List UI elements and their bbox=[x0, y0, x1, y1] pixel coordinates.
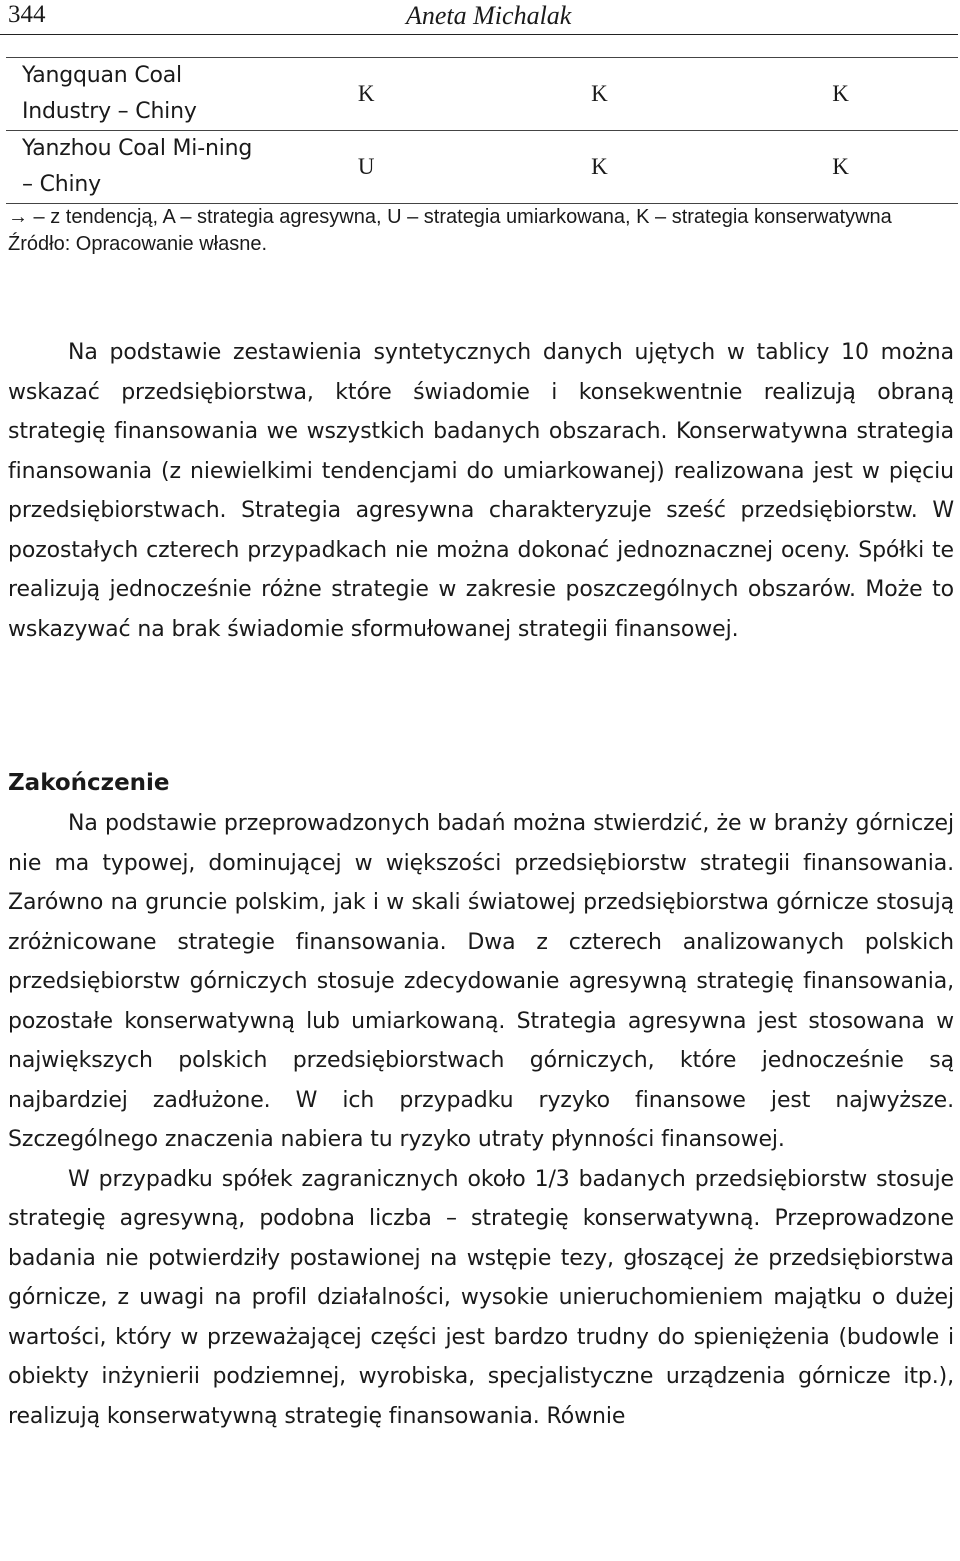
table-row bbox=[6, 131, 958, 204]
company-name-cell: Yanzhou Coal Mi-ning – Chiny bbox=[6, 131, 257, 204]
strategy-cell: U bbox=[257, 131, 476, 204]
table-source: Źródło: Opracowanie własne. bbox=[8, 233, 268, 255]
paragraph: Na podstawie przeprowadzonych badań można stwierdzić, że w branży górniczej nie ma typowej, dominującej w większości przedsiębiorstw strategii finansowania. Zarówno na gruncie polskim, jak i w skali światowej przedsiębiorstwa górnicze stosują zróżnicowane strategie finansowania. Dwa z czterech analizowanych polskich przedsiębiorstw górniczych stosuje zdecydowanie agresywną strategię finansowania, pozostałe konserwatywną lub umiarkowaną. Strategia agresywna jest stosowana w największych polskich przedsiębiorstwach górniczych, które jednocześnie są najbardziej zadłużone. W ich przypadku ryzyko finansowe jest najwyższe. Szczególnego znaczenia nabiera tu ryzyko utraty płynności finansowej. bbox=[8, 811, 954, 1152]
body-text-block bbox=[8, 333, 954, 649]
company-name-cell: Yangquan Coal Industry – Chiny bbox=[6, 58, 257, 131]
section-heading: Zakończenie bbox=[8, 770, 170, 796]
table-notes bbox=[8, 204, 954, 258]
strategy-cell: K bbox=[723, 131, 958, 204]
paragraph: W przypadku spółek zagranicznych około 1/3 badanych przedsiębiorstw stosuje strategię agresywną, podobna liczba – strategię konserwatywną. Przeprowadzone badania nie potwierdziły postawionej na wstępie tezy, głoszącej że przedsiębiorstwa górnicze, z uwagi na profil działalności, wysokie unieruchomieniem majątku o dużej wartości, który w przeważającej części jest bardzo trudny do spieniężenia (budowle i obiekty inżynierii podziemnej, wyrobiska, specjalistyczne urządzenia górnicze itp.), realizują konserwatywną strategię finansowania. Równie bbox=[8, 1166, 954, 1429]
strategy-cell: K bbox=[257, 58, 476, 131]
page-number: 344 bbox=[8, 1, 46, 28]
body-text-block-conclusion bbox=[8, 804, 954, 1436]
running-head-author: Aneta Michalak bbox=[406, 1, 572, 30]
table-row bbox=[6, 58, 958, 131]
strategy-cell: K bbox=[476, 131, 724, 204]
strategy-cell: K bbox=[476, 58, 724, 131]
strategy-table-fragment bbox=[6, 57, 958, 204]
table-legend: → – z tendencją, A – strategia agresywna, U – strategia umiarkowana, K – strategia konserwatywna bbox=[8, 206, 892, 228]
paragraph: Na podstawie zestawienia syntetycznych danych ujętych w tablicy 10 można wskazać przedsiębiorstwa, które świadomie i konsekwentnie realizują obraną strategię finansowania we wszystkich badanych obszarach. Konserwatywna strategia finansowania (z niewielkimi tendencjami do umiarkowanej) realizowana jest w pięciu przedsiębiorstwach. Strategia agresywna charakteryzuje sześć przedsiębiorstw. W pozostałych czterech przypadkach nie można dokonać jednoznacznej oceny. Spółki te realizują jednocześnie różne strategie w zakresie poszczególnych obszarów. Może to wskazywać na brak świadomie sformułowanej strategii finansowej. bbox=[8, 340, 954, 642]
strategy-cell: K bbox=[723, 58, 958, 131]
page-header bbox=[0, 0, 958, 35]
